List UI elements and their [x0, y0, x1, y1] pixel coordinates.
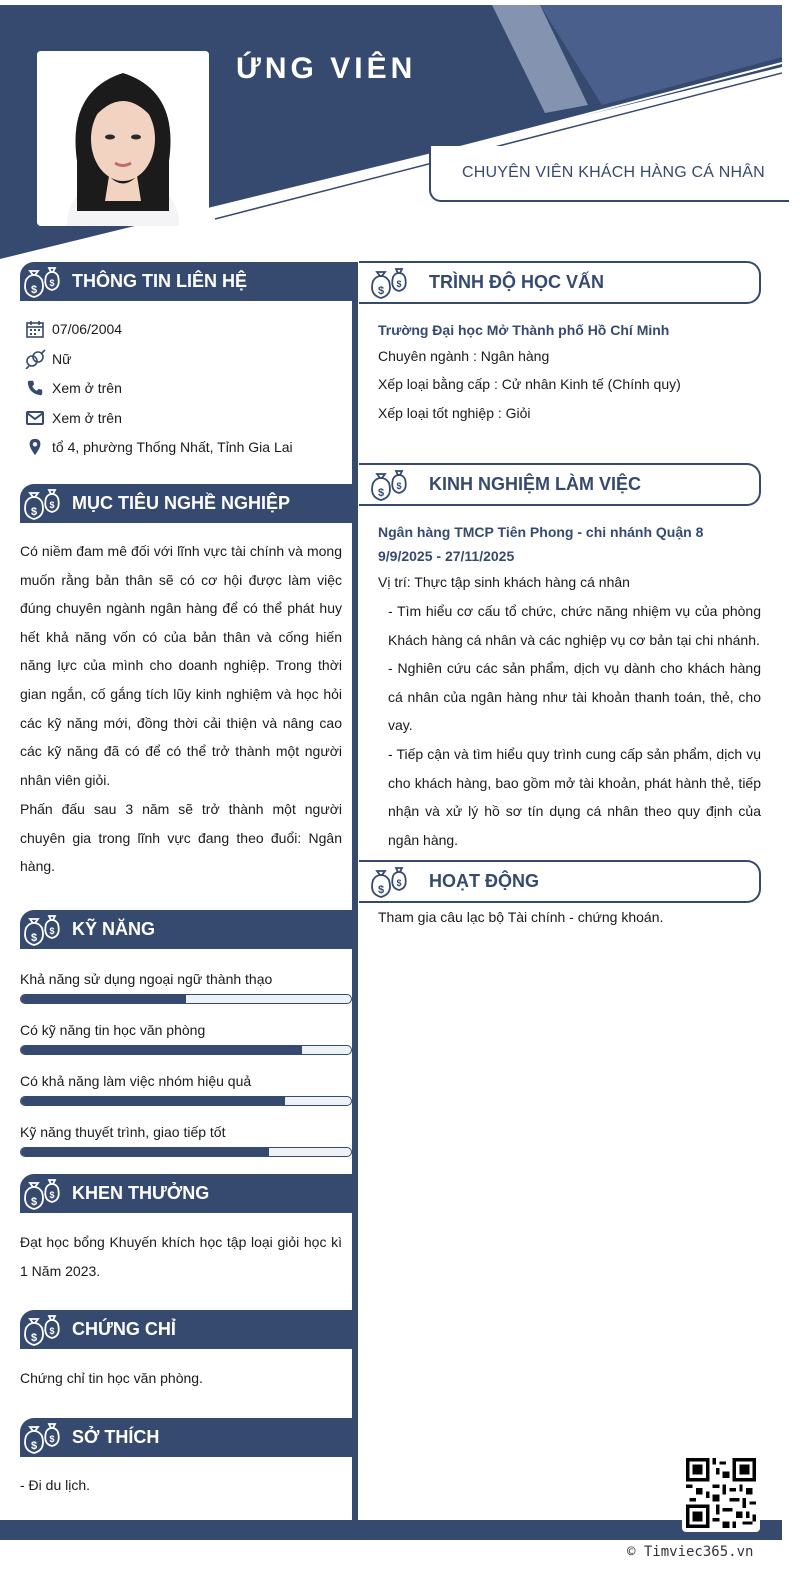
- experience-duties: [378, 597, 761, 854]
- money-bag-icon: [20, 486, 64, 522]
- money-bag-icon: [367, 864, 411, 900]
- objective-paragraph-1: Có niềm đam mê đối với lĩnh vực tài chính và mong muốn rằng bản thân sẽ có cơ hội được làm việc đúng chuyên ngành ngân hàng để có thể phát huy hết khả năng vốn có của bản thân và cống hiến năng lực của mình cho doanh nghiệp. Trong thời gian ngắn, cố gắng tích lũy kinh nghiệm và học hỏi các kỹ năng mới, đồng thời cải thiện và nâng cao các kỹ năng đã có để có thể trở thành một người nhân viên giỏi.: [20, 543, 342, 788]
- money-bag-icon: [20, 1312, 64, 1348]
- experience-duty: - Tìm hiểu cơ cấu tổ chức, chức năng nhiệm vụ của phòng Khách hàng cá nhân và các nghiệp vụ cơ bản tại chi nhánh.: [388, 603, 761, 648]
- skill-label: Kỹ năng thuyết trình, giao tiếp tốt: [20, 1124, 226, 1140]
- skill-bar: [20, 1147, 352, 1157]
- phone-value: Xem ở trên: [52, 380, 122, 396]
- hobbies-title: SỞ THÍCH: [72, 1427, 160, 1447]
- svg-text:$: $: [30, 1439, 38, 1452]
- activities-text: Tham gia câu lạc bộ Tài chính - chứng khoán.: [378, 909, 664, 925]
- calendar-icon: [24, 319, 46, 339]
- skill-bar: [20, 1045, 352, 1055]
- awards-text: Đạt học bổng Khuyến khích học tập loại giỏi học kì 1 Năm 2023.: [20, 1234, 342, 1279]
- svg-text:$: $: [377, 284, 385, 297]
- education-school: Trường Đại học Mở Thành phố Hồ Chí Minh: [378, 322, 670, 338]
- email-value: Xem ở trên: [52, 410, 122, 426]
- activities-title: HOẠT ĐỘNG: [429, 871, 539, 891]
- experience-company: Ngân hàng TMCP Tiên Phong - chi nhánh Quận 8: [378, 524, 704, 540]
- phone-icon: [24, 378, 46, 398]
- certificates-title: CHỨNG CHỈ: [72, 1319, 176, 1339]
- svg-text:$: $: [49, 1325, 55, 1336]
- svg-text:$: $: [377, 883, 385, 896]
- money-bag-icon: [20, 264, 64, 300]
- education-grade: Xếp loại tốt nghiệp : Giỏi: [378, 405, 531, 421]
- position-box: [429, 146, 789, 202]
- certificates-text: Chứng chỉ tin học văn phòng.: [20, 1370, 203, 1386]
- objective-title: MỤC TIÊU NGHỀ NGHIỆP: [72, 493, 291, 513]
- svg-text:$: $: [396, 278, 402, 289]
- info-phone: [24, 377, 122, 399]
- skills-section-header: [20, 910, 352, 949]
- objective-paragraph-2: Phấn đấu sau 3 năm sẽ trở thành một người chuyên gia trong lĩnh vực đang theo đuổi: Ngân hàng.: [20, 801, 342, 875]
- money-bag-icon: [20, 912, 64, 948]
- hobbies-section-header: [20, 1418, 352, 1457]
- activities-section-header: [359, 860, 761, 903]
- svg-text:$: $: [49, 925, 55, 936]
- address-value: tổ 4, phường Thống Nhất, Tỉnh Gia Lai: [52, 439, 293, 455]
- experience-duty: - Nghiên cứu các sản phẩm, dịch vụ dành cho khách hàng cá nhân của ngân hàng như tài khoản thanh toán, thẻ, cho vay.: [388, 660, 761, 734]
- footer-bar: [0, 1520, 782, 1540]
- skill-bar: [20, 1096, 352, 1106]
- qr-code: [682, 1454, 760, 1532]
- birthdate-value: 07/06/2004: [52, 321, 123, 337]
- experience-period: 9/9/2025 - 27/11/2025: [378, 548, 515, 564]
- location-icon: [24, 437, 46, 457]
- candidate-position: CHUYÊN VIÊN KHÁCH HÀNG CÁ NHÂN: [462, 164, 765, 181]
- svg-text:$: $: [30, 505, 38, 518]
- info-gender: [24, 348, 71, 370]
- svg-text:$: $: [377, 486, 385, 499]
- svg-text:$: $: [30, 283, 38, 296]
- gender-value: Nữ: [52, 351, 72, 367]
- skill-label: Có khả năng làm việc nhóm hiệu quả: [20, 1073, 252, 1089]
- info-email: [24, 407, 122, 429]
- skill-bar: [20, 994, 352, 1004]
- column-divider: [352, 262, 358, 1524]
- contact-title: THÔNG TIN LIÊN HỆ: [72, 271, 247, 291]
- svg-text:$: $: [396, 877, 402, 888]
- awards-section-header: [20, 1174, 352, 1213]
- education-section-header: [359, 261, 761, 304]
- email-icon: [24, 408, 46, 428]
- money-bag-icon: [367, 265, 411, 301]
- avatar: [37, 51, 209, 226]
- objective-section-header: [20, 484, 352, 523]
- experience-duty: - Tiếp cận và tìm hiểu quy trình cung cấp sản phẩm, dịch vụ cho khách hàng, bao gồm mở tài khoản, phát hành thẻ, tiếp nhận và xử lý hồ sơ tín dụng cá nhân theo quy định của ngân hàng.: [388, 745, 761, 848]
- info-address: [24, 436, 293, 458]
- svg-text:$: $: [396, 480, 402, 491]
- svg-text:$: $: [49, 499, 55, 510]
- money-bag-icon: [20, 1420, 64, 1456]
- contact-section-header: [20, 262, 352, 301]
- svg-text:$: $: [49, 1433, 55, 1444]
- candidate-name: ỨNG VIÊN: [236, 52, 417, 85]
- skills-title: KỸ NĂNG: [72, 919, 156, 939]
- info-birthdate: [24, 318, 122, 340]
- watermark: © Timviec365.vn: [627, 1544, 754, 1560]
- skill-bar-fill: [21, 1097, 285, 1105]
- education-degree: Xếp loại bằng cấp : Cử nhân Kinh tế (Chính quy): [378, 376, 681, 392]
- svg-text:$: $: [49, 277, 55, 288]
- skill-label: Khả năng sử dụng ngoại ngữ thành thạo: [20, 971, 273, 987]
- svg-text:$: $: [30, 1331, 38, 1344]
- experience-title: KINH NGHIỆM LÀM VIỆC: [429, 474, 642, 494]
- experience-role: Vị trí: Thực tập sinh khách hàng cá nhân: [378, 574, 630, 590]
- gender-icon: [24, 349, 46, 369]
- certificates-section-header: [20, 1310, 352, 1349]
- skill-bar-fill: [21, 995, 186, 1003]
- skill-label: Có kỹ năng tin học văn phòng: [20, 1022, 206, 1038]
- svg-text:$: $: [49, 1189, 55, 1200]
- skill-bar-fill: [21, 1046, 302, 1054]
- experience-section-header: [359, 463, 761, 506]
- education-title: TRÌNH ĐỘ HỌC VẤN: [429, 272, 604, 292]
- awards-title: KHEN THƯỞNG: [72, 1183, 210, 1203]
- svg-text:$: $: [30, 931, 38, 944]
- money-bag-icon: [367, 467, 411, 503]
- money-bag-icon: [20, 1176, 64, 1212]
- hobbies-text: - Đi du lịch.: [20, 1477, 91, 1493]
- svg-text:$: $: [30, 1195, 38, 1208]
- skill-bar-fill: [21, 1148, 269, 1156]
- education-major: Chuyên ngành : Ngân hàng: [378, 348, 550, 364]
